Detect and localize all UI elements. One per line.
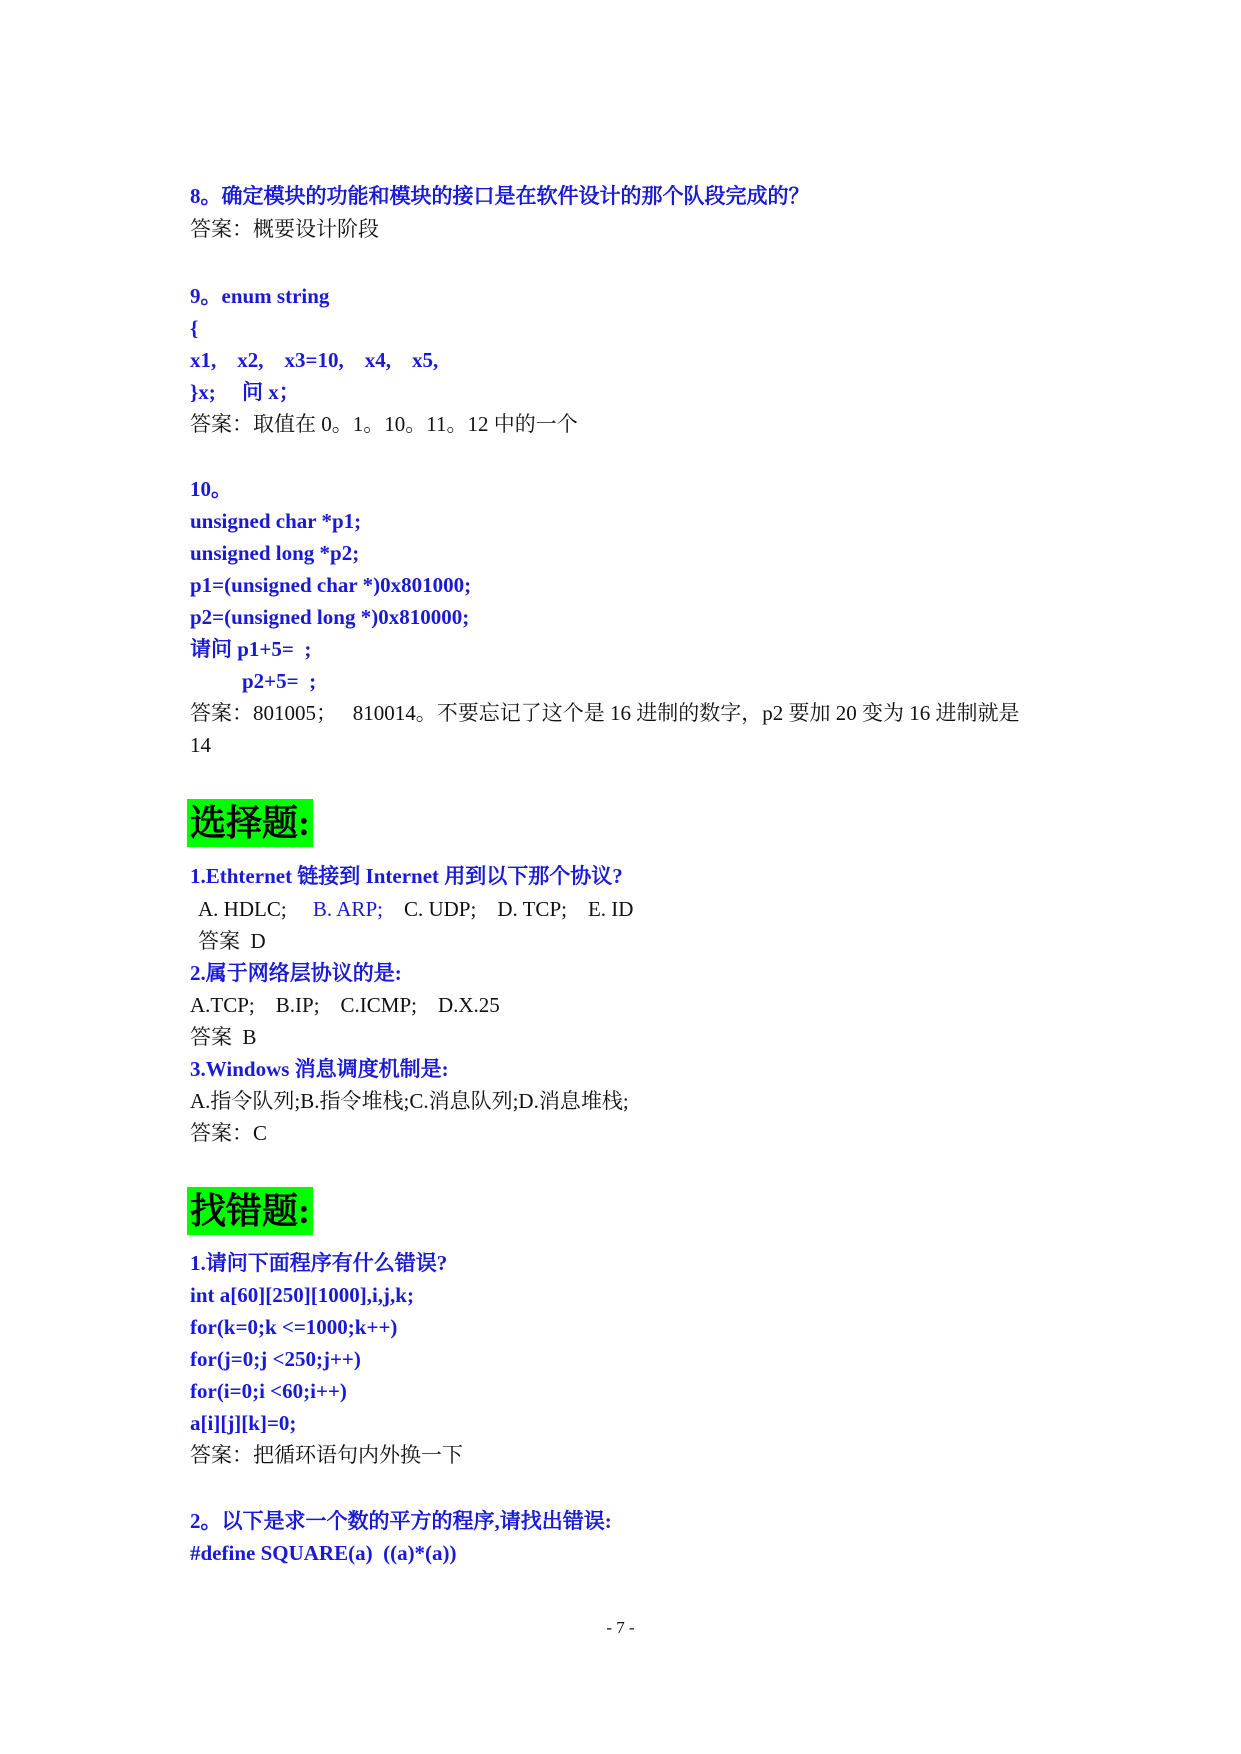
error-1-code-line-3: for(j=0;j <250;j++) <box>190 1347 361 1371</box>
error-1-code-line-4: for(i=0;i <60;i++) <box>190 1379 347 1403</box>
question-8: 8。确定模块的功能和模块的接口是在软件设计的那个队段完成的？ <box>190 184 810 208</box>
question-10-line-4: p1=(unsigned char *)0x801000; <box>190 573 472 597</box>
error-question-2: 2。以下是求一个数的平方的程序,请找出错误: <box>190 1509 612 1533</box>
question-10-line-2: unsigned char *p1; <box>190 509 362 533</box>
question-9-line-1: 9。enum string <box>190 284 330 308</box>
section-heading-choice: 选择题: <box>187 799 313 847</box>
question-9-line-3: x1, x2, x3=10, x4, x5, <box>190 348 439 372</box>
choice-1-options-rest: C. UDP; D. TCP; E. ID <box>403 897 634 921</box>
answer-10-line-1: 答案：801005； 810014。不要忘记了这个是 16 进制的数字，p2 要加 20 变为 16 进制就是 <box>190 701 1020 725</box>
choice-2-options: A.TCP; B.IP; C.ICMP; D.X.25 <box>190 993 500 1017</box>
choice-3-options: A.指令队列;B.指令堆栈;C.消息队列;D.消息堆栈; <box>190 1089 629 1113</box>
question-10-line-7: p2+5= ; <box>242 669 317 693</box>
choice-1-options <box>198 896 633 922</box>
question-9-line-4: }x; 问 x； <box>190 380 300 404</box>
question-10-line-5: p2=(unsigned long *)0x810000; <box>190 605 470 629</box>
choice-1-option-a: A. HDLC; <box>198 897 287 921</box>
section-heading-find-error: 找错题: <box>187 1187 313 1235</box>
answer-10-line-2: 14 <box>190 733 211 757</box>
choice-answer-1: 答案 D <box>198 929 266 953</box>
choice-question-2: 2.属于网络层协议的是: <box>190 961 402 985</box>
choice-question-3: 3.Windows 消息调度机制是: <box>190 1057 449 1081</box>
error-2-code-line-1: #define SQUARE(a) ((a)*(a)) <box>190 1541 457 1565</box>
error-question-1: 1.请问下面程序有什么错误? <box>190 1251 448 1275</box>
choice-answer-3: 答案：C <box>190 1121 268 1145</box>
error-1-code-line-2: for(k=0;k <=1000;k++) <box>190 1315 398 1339</box>
error-1-code-line-1: int a[60][250][1000],i,j,k; <box>190 1283 414 1307</box>
question-10-line-1: 10。 <box>190 477 232 501</box>
answer-8: 答案：概要设计阶段 <box>190 217 379 241</box>
error-1-code-line-5: a[i][j][k]=0; <box>190 1411 297 1435</box>
question-10-line-6: 请问 p1+5= ; <box>190 637 312 661</box>
question-9-line-2: { <box>190 316 199 340</box>
choice-1-option-b: B. ARP; <box>312 897 383 921</box>
answer-9: 答案：取值在 0。1。10。11。12 中的一个 <box>190 412 578 436</box>
choice-question-1: 1.Ethternet 链接到 Internet 用到以下那个协议? <box>190 864 623 888</box>
choice-answer-2: 答案 B <box>190 1025 257 1049</box>
question-10-line-3: unsigned long *p2; <box>190 541 360 565</box>
error-answer-1: 答案：把循环语句内外换一下 <box>190 1443 463 1467</box>
page-number: - 7 - <box>606 1618 635 1637</box>
